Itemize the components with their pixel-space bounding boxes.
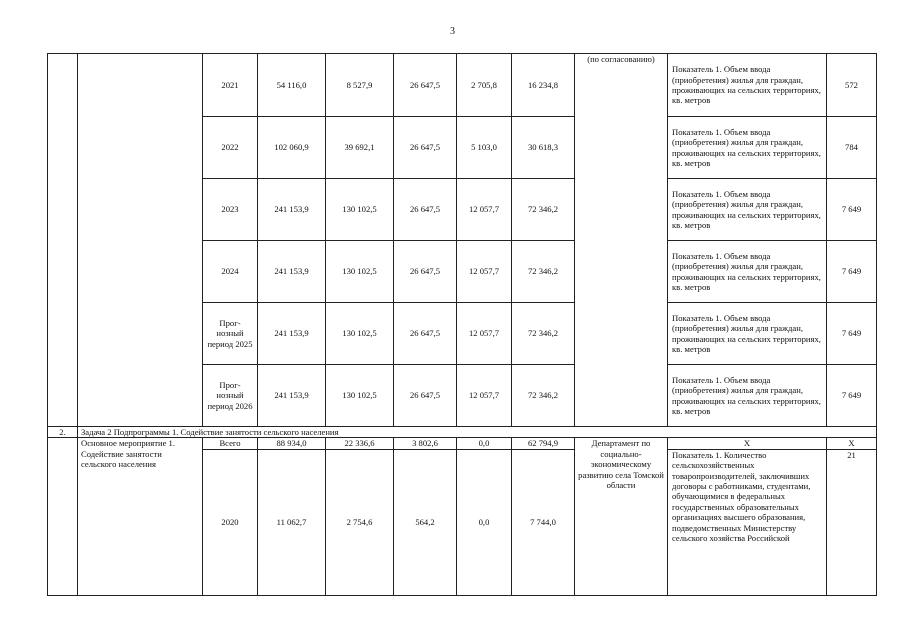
year-cell: 2023 xyxy=(203,179,258,241)
target-cell: 7 649 xyxy=(827,303,877,365)
section-header-row xyxy=(48,427,877,438)
regional-cell: 3 802,6 xyxy=(394,438,457,449)
target-cell: 7 649 xyxy=(827,241,877,303)
year-cell: Прог-нозный период 2026 xyxy=(203,365,258,427)
extra-cell: 30 618,3 xyxy=(512,117,575,179)
regional-cell: 26 647,5 xyxy=(394,365,457,427)
extra-cell: 72 346,2 xyxy=(512,365,575,427)
empty-cell xyxy=(48,54,78,427)
total-cell: 241 153,9 xyxy=(258,179,326,241)
total-cell: 241 153,9 xyxy=(258,241,326,303)
federal-cell: 2 754,6 xyxy=(326,449,394,595)
target-cell: 784 xyxy=(827,117,877,179)
local-cell: 12 057,7 xyxy=(457,241,512,303)
local-cell: 12 057,7 xyxy=(457,303,512,365)
total-cell: 11 062,7 xyxy=(258,449,326,595)
extra-cell: 7 744,0 xyxy=(512,449,575,595)
indicator-cell: Показатель 1. Объем ввода (приобретения) жилья для граждан, проживающих на сельских территориях, кв. метров xyxy=(668,179,827,241)
local-cell: 2 705,8 xyxy=(457,54,512,117)
year-cell: 2021 xyxy=(203,54,258,117)
local-cell: 12 057,7 xyxy=(457,179,512,241)
total-cell: 54 116,0 xyxy=(258,54,326,117)
target-cell: 7 649 xyxy=(827,365,877,427)
local-cell: 0,0 xyxy=(457,449,512,595)
indicator-cell: Показатель 1. Объем ввода (приобретения) жилья для граждан, проживающих на сельских территориях, кв. метров xyxy=(668,54,827,117)
section-number: 2. xyxy=(48,427,78,438)
section-title: Задача 2 Подпрограммы 1. Содействие занятости сельского населения xyxy=(78,427,877,438)
extra-cell: 16 234,8 xyxy=(512,54,575,117)
extra-cell: 62 794,9 xyxy=(512,438,575,449)
coordination-note: (по согласованию) xyxy=(575,54,668,427)
federal-cell: 130 102,5 xyxy=(326,303,394,365)
indicator-cell: Показатель 1. Объем ввода (приобретения) жилья для граждан, проживающих на сельских территориях, кв. метров xyxy=(668,241,827,303)
empty-cell xyxy=(78,54,203,427)
regional-cell: 26 647,5 xyxy=(394,241,457,303)
target-cell: 572 xyxy=(827,54,877,117)
total-cell: 241 153,9 xyxy=(258,365,326,427)
year-cell: 2020 xyxy=(203,449,258,595)
total-cell: 102 060,9 xyxy=(258,117,326,179)
regional-cell: 26 647,5 xyxy=(394,54,457,117)
regional-cell: 26 647,5 xyxy=(394,117,457,179)
indicator-cell: Показатель 1. Количество сельскохозяйственных товаропроизводителей, заключивших договоры с работниками, студентами, обучающимися в федеральных государственных образовательных организациях высшего образования, подведомственных Министерству сельского хозяйства Российской xyxy=(668,449,827,595)
indicator-cell: Показатель 1. Объем ввода (приобретения) жилья для граждан, проживающих на сельских территориях, кв. метров xyxy=(668,365,827,427)
table-row xyxy=(48,438,877,449)
regional-cell: 26 647,5 xyxy=(394,179,457,241)
local-cell: 0,0 xyxy=(457,438,512,449)
local-cell: 5 103,0 xyxy=(457,117,512,179)
year-cell: Всего xyxy=(203,438,258,449)
target-cell: 7 649 xyxy=(827,179,877,241)
local-cell: 12 057,7 xyxy=(457,365,512,427)
extra-cell: 72 346,2 xyxy=(512,241,575,303)
page-number: 3 xyxy=(450,26,455,37)
year-cell: 2022 xyxy=(203,117,258,179)
target-cell: 21 xyxy=(827,449,877,595)
empty-cell xyxy=(48,438,78,595)
year-cell: Прог-нозный период 2025 xyxy=(203,303,258,365)
target-cell: Х xyxy=(827,438,877,449)
federal-cell: 130 102,5 xyxy=(326,179,394,241)
executor-cell: Департамент по социально-экономическому развитию села Томской области xyxy=(575,438,668,595)
federal-cell: 130 102,5 xyxy=(326,365,394,427)
federal-cell: 130 102,5 xyxy=(326,241,394,303)
indicator-cell: Показатель 1. Объем ввода (приобретения) жилья для граждан, проживающих на сельских территориях, кв. метров xyxy=(668,117,827,179)
year-cell: 2024 xyxy=(203,241,258,303)
federal-cell: 8 527,9 xyxy=(326,54,394,117)
total-cell: 88 934,0 xyxy=(258,438,326,449)
extra-cell: 72 346,2 xyxy=(512,179,575,241)
total-cell: 241 153,9 xyxy=(258,303,326,365)
indicator-cell: Показатель 1. Объем ввода (приобретения) жилья для граждан, проживающих на сельских территориях, кв. метров xyxy=(668,303,827,365)
regional-cell: 564,2 xyxy=(394,449,457,595)
indicator-cell: Х xyxy=(668,438,827,449)
federal-cell: 22 336,6 xyxy=(326,438,394,449)
activity-name: Основное мероприятие 1. Содействие занятости сельского населения xyxy=(78,438,203,595)
regional-cell: 26 647,5 xyxy=(394,303,457,365)
extra-cell: 72 346,2 xyxy=(512,303,575,365)
federal-cell: 39 692,1 xyxy=(326,117,394,179)
program-table xyxy=(47,53,877,596)
table-row xyxy=(48,54,877,117)
